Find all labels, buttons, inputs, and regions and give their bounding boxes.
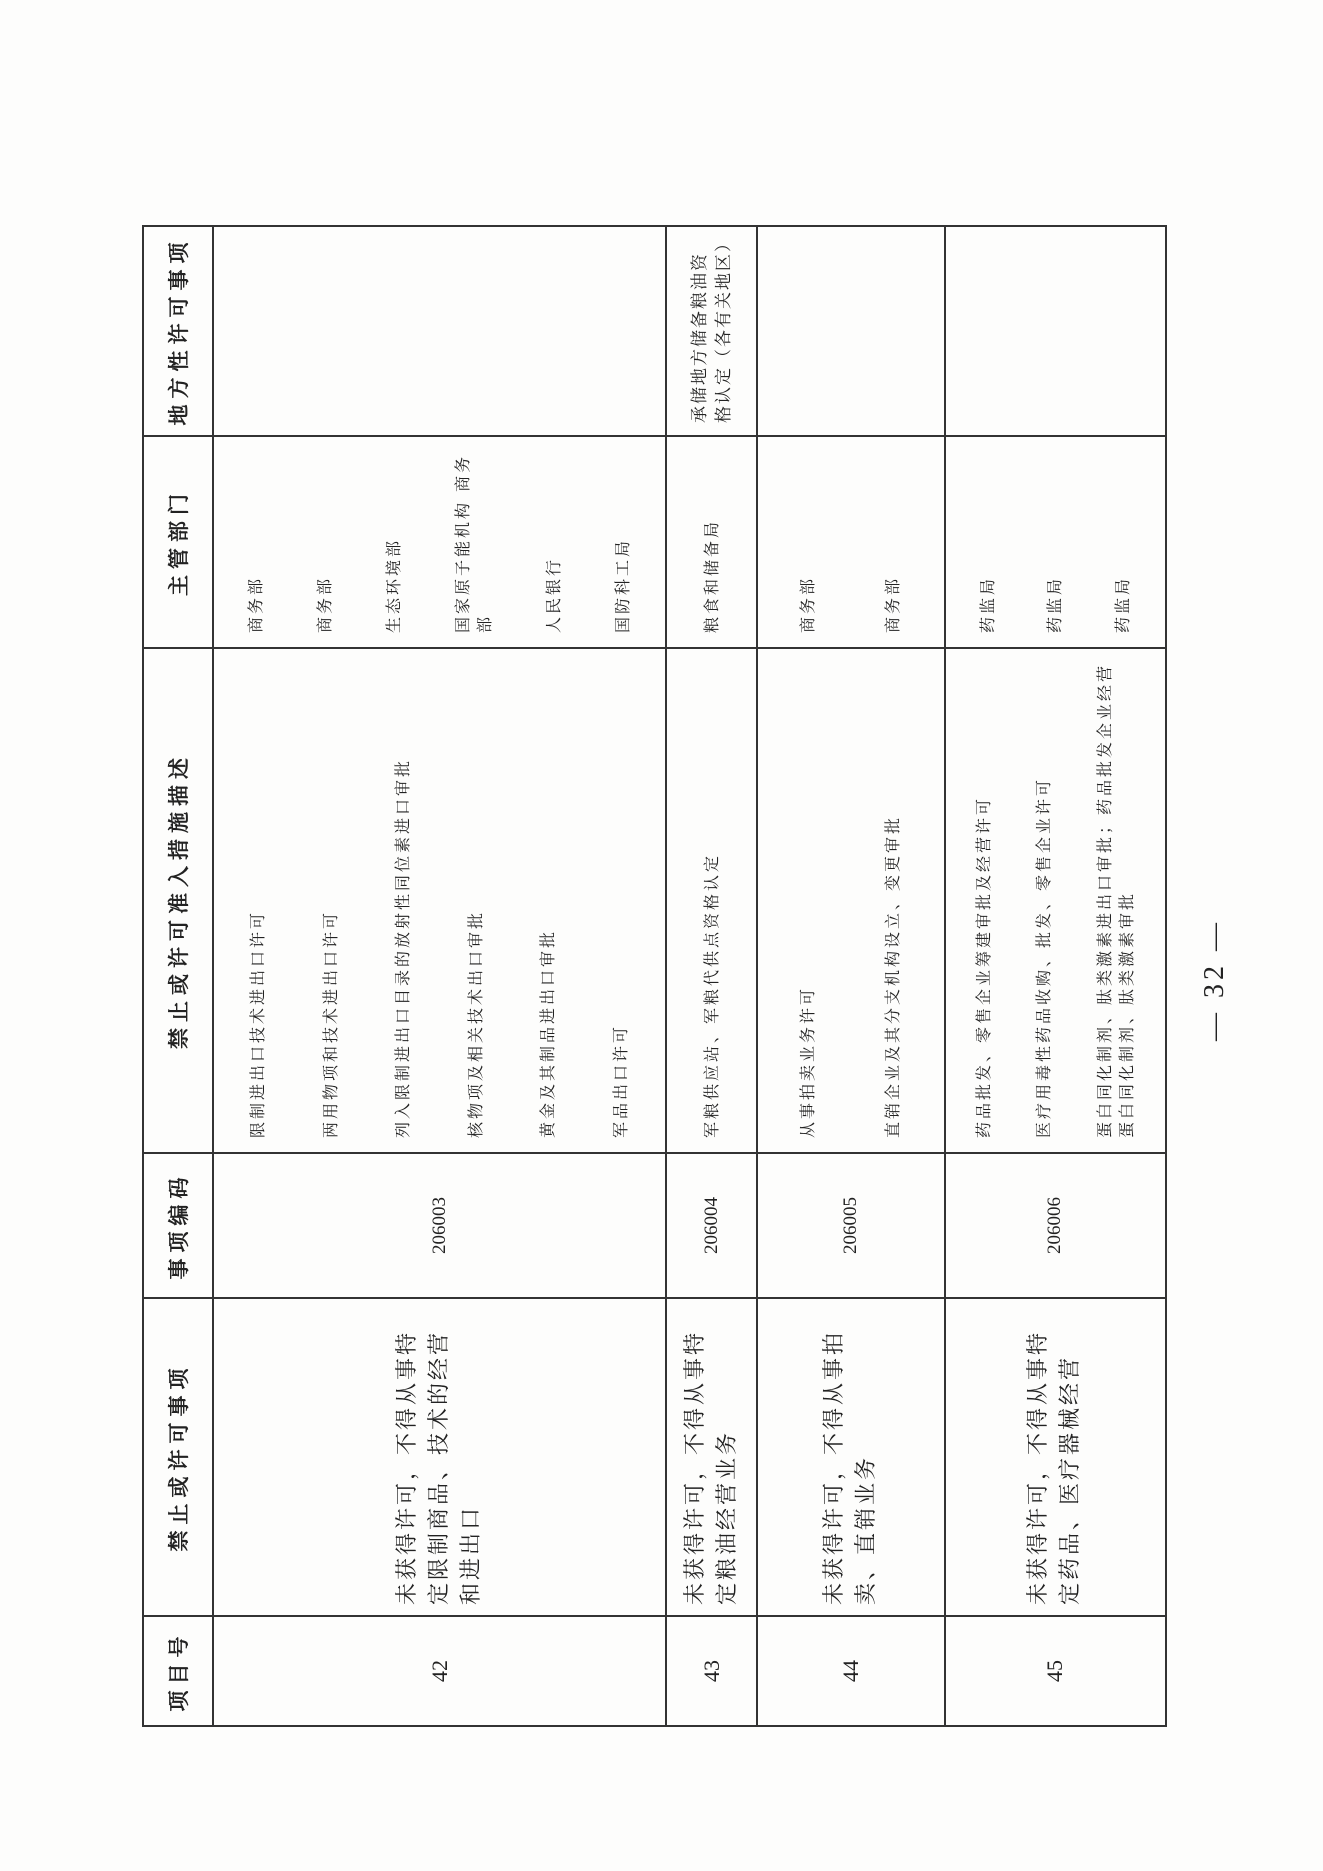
item-code: 206003 — [213, 1153, 666, 1298]
item-name: 未获得许可，不得从事特定粮油经营业务 — [666, 1298, 757, 1616]
header-department: 主管部门 — [143, 436, 213, 648]
department-name: 商务部 — [883, 575, 903, 633]
local-permit: 承储地方储备粮油资格认定（各有关地区） — [666, 226, 757, 436]
department-name: 商务部 — [315, 575, 335, 633]
department-name: 药监局 — [1113, 575, 1133, 633]
item-number: 44 — [757, 1616, 945, 1726]
local-permit — [945, 226, 1166, 436]
department-name: 生态环境部 — [384, 537, 404, 633]
item-number: 45 — [945, 1616, 1166, 1726]
measure-list — [213, 648, 666, 1153]
local-permit — [213, 226, 666, 436]
table-header-row — [143, 226, 213, 1726]
measure-list — [757, 648, 945, 1153]
item-number: 42 — [213, 1616, 666, 1726]
measure-desc: 从事拍卖业务许可 — [798, 985, 818, 1138]
measure-desc: 限制进出口技术进出口许可 — [248, 909, 268, 1138]
header-item-name: 禁止或许可事项 — [143, 1298, 213, 1616]
item-code: 206006 — [945, 1153, 1166, 1298]
header-code: 事项编码 — [143, 1153, 213, 1298]
measure-list — [945, 648, 1166, 1153]
item-name: 未获得许可，不得从事拍卖、直销业务 — [757, 1298, 945, 1616]
table-row — [945, 226, 1166, 1726]
measure-desc: 军品出口许可 — [611, 1023, 630, 1138]
table-row — [757, 226, 945, 1726]
department-name: 粮食和储备局 — [701, 518, 721, 633]
department-name: 国家原子能机构 商务部 — [453, 453, 495, 633]
header-description: 禁止或许可准入措施描述 — [143, 648, 213, 1153]
department-list — [945, 436, 1166, 648]
measure-desc: 蛋白同化制剂、肽类激素进出口审批；药品批发企业经营蛋白同化制剂、肽类激素审批 — [1094, 662, 1136, 1138]
header-item-no: 项目号 — [143, 1616, 213, 1726]
page-number-text: — 32 — — [1199, 919, 1230, 1041]
measure-desc: 医疗用毒性药品收购、批发、零售企业许可 — [1034, 776, 1054, 1138]
department-name: 国防科工局 — [612, 537, 632, 633]
measure-desc: 列入限制进出口目录的放射性同位素进口审批 — [393, 757, 413, 1138]
department-name: 商务部 — [246, 575, 266, 633]
measure-desc: 核物项及相关技术出口审批 — [465, 909, 485, 1138]
item-name: 未获得许可，不得从事特定药品、医疗器械经营 — [945, 1298, 1166, 1616]
item-number: 43 — [666, 1616, 757, 1726]
department-name: 药监局 — [1045, 575, 1065, 633]
table-row — [213, 226, 666, 1726]
measure-desc: 军粮供应站、军粮代供点资格认定 — [701, 852, 721, 1138]
table-row — [666, 226, 757, 1726]
measure-list — [666, 648, 757, 1153]
item-name: 未获得许可，不得从事特定限制商品、技术的经营和进出口 — [213, 1298, 666, 1616]
measure-desc: 直销企业及其分支机构设立、变更审批 — [883, 814, 903, 1138]
measure-desc: 两用物项和技术进出口许可 — [320, 909, 340, 1138]
measure-desc: 黄金及其制品进出口审批 — [538, 928, 558, 1138]
header-local: 地方性许可事项 — [143, 226, 213, 436]
item-code: 206005 — [757, 1153, 945, 1298]
department-name: 人民银行 — [543, 556, 563, 633]
page-number — [1195, 915, 1235, 1045]
permit-table-container — [142, 227, 1167, 1727]
department-list — [757, 436, 945, 648]
item-code: 206004 — [666, 1153, 757, 1298]
department-list — [666, 436, 757, 648]
permit-table — [142, 225, 1167, 1727]
local-permit — [757, 226, 945, 436]
department-name: 药监局 — [977, 575, 997, 633]
measure-desc: 药品批发、零售企业筹建审批及经营许可 — [974, 795, 994, 1138]
department-list — [213, 436, 666, 648]
department-name: 商务部 — [798, 575, 818, 633]
